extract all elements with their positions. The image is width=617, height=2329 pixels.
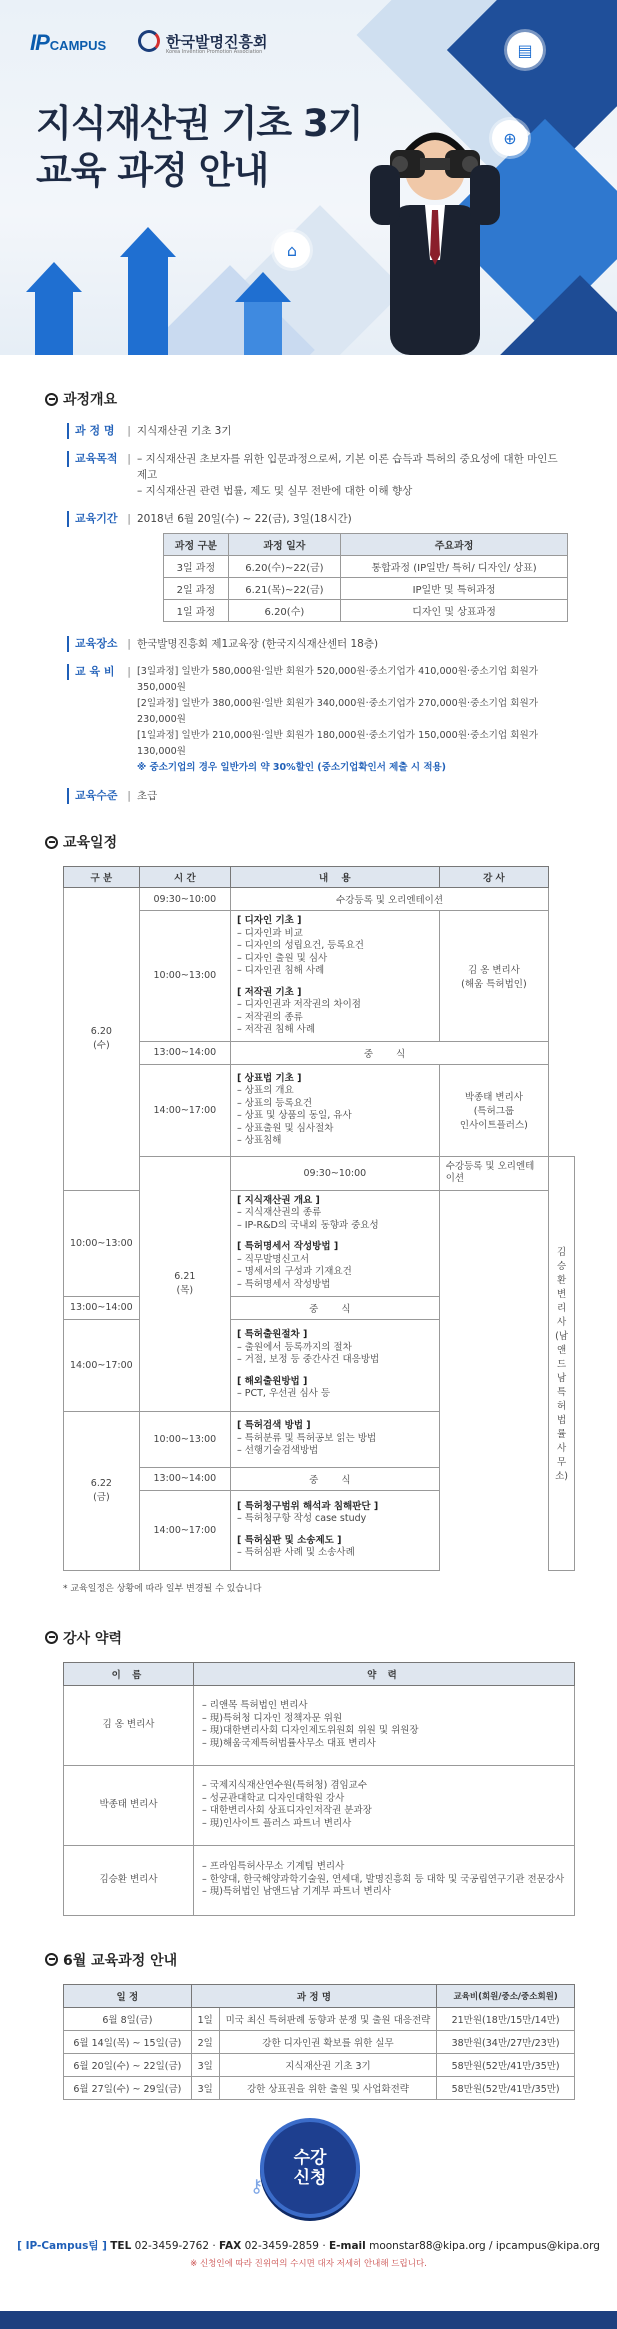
instructors-table: 이 름 약 력 김 옹 변리사 – 리앤목 특허법인 변리사 – 現)특허청 디자인 정책자문 위원 – 現)대한변리사회 디자인제도위원회 위원 및 위원장 – 現)해움국제특허법률사무소 대표 변리사 박종태 변리사 – 국제지식재산연수원(특허청) 겸임교수 – 성균관대학교 디자인대학원 강사 – 대한변리사회 상표디자인저작권 분과장 – 現)인사이트 플러스 파트너 변리사 김승환 변리사 – 프라임특허사무소 기계팀 변리사 – 한양대, 한국해양과학기술원, 연세대, 발명진흥회 등 대학 및 국공립연구기관 전문강사 – 現)특허법인 남앤드남 기계부 파트너 변리사 — [63, 1662, 575, 1916]
contact-note: ※ 신청인에 따라 진위여의 수시면 대자 저세히 안내해 드립니다. — [190, 2258, 427, 2269]
schedule-note: * 교육일정은 상황에 따라 일부 변경될 수 있습니다 — [63, 1583, 262, 1594]
course-name-row: 과 정 명 | 지식재산권 기초 3기 — [67, 423, 567, 439]
table-row: 김 옹 변리사 – 리앤목 특허법인 변리사 – 現)특허청 디자인 정책자문 위원 – 現)대한변리사회 디자인제도위원회 위원 및 위원장 – 現)해움국제특허법률사무소 대표 변리사 — [64, 1685, 575, 1765]
schedule-section — [0, 832, 617, 1594]
kipa-logo: 한국발명진흥회 Korea Invention Promotion Association — [138, 30, 267, 52]
table-row: 13:00~14:00 중 식 — [64, 1041, 575, 1064]
level-row: 교육수준 | 초급 — [67, 788, 567, 804]
hero-arrow-decoration — [35, 290, 73, 355]
table-row: 박종태 변리사 – 국제지식재산연수원(특허청) 겸임교수 – 성균관대학교 디자인대학원 강사 – 대한변리사회 상표디자인저작권 분과장 – 現)인사이트 플러스 파트너 변리사 — [64, 1765, 575, 1845]
schedule-table: 구 분 시 간 내 용 강 사 6.20 (수) 09:30~10:00 수강등록 및 오리엔테이션 10:00~13:00 [ 디자인 기초 ] – 디자인과 비교 – 디자인의 성립요건, 등록요건 – 디자인 출원 및 심사 – 디자인권 침해 사례 [ 저작권 기초 ] – 디자인권과 저작권의 차이점 – 저작권의 종류 – 저작권 침해 사례 김 옹 변리사 (해움 특허법인) 13:00~14:00 중 식 14:00~17:00 [ 상표법 기초 ] – 상표의 개요 – 상표의 등록요건 – 상표 및 상품의 동일, 유사 – 상표출원 및 심사절차 – 상표침해 박종태 변리사 (특허그룹 인사이트플러스) 6.21 (목) 09:30~10:00 수강등록 및 오리엔테이션 김승환 변리사 (남앤드남 특허법률사무소) 10:00~13:00 [ 지식재산권 개요 ] – 지식재산권의 종류 – IP-R&D의 국내외 동향과 중요성 [ 특허명세서 작성방법 ] – 직무발명신고서 – 명세서의 구성과 기재요건 – 특허명세서 작성방법 13:00~14:00 중 식 14:00~17:00 [ 특허출원절차 ] – 출원에서 등록까지의 절차 – 거절, 보정 등 중간사건 대응방법 [ 해외출원방법 ] – PCT, 우선권 심사 등 6.22 (금) 10:00~13:00 [ 특허검색 방법 ] – 특허분류 및 특허공보 읽는 방법 – 선행기술검색방법 13:00~14:00 중 식 14:00~17:00 [ 특허청구범위 해석과 침해판단 ] – 특허청구항 작성 case study [ 특허심판 및 소송제도 ] – 특허심판 사례 및 소송사례 — [63, 866, 575, 1571]
arrow-circle-icon — [45, 1631, 58, 1644]
fee-row: 교 육 비 | [3일과정] 일반가 580,000원·일반 회원가 520,000원·중소기업가 410,000원·중소기업 회원가 350,000원 [2일과정] 일반가 380,000원·일반 회원가 340,000원·중소기업가 270,000원·중소기업 회원가 230,000원 [1일과정] 일반가 210,000원·일반 회원가 180,000원·중소기업가 150,000원·중소기업 회원가 130,000원 ※ 중소기업의 경우 일반가의 약 30%할인 (중소기업확인서 제출 시 적용) — [67, 664, 567, 776]
arrow-circle-icon — [45, 836, 58, 849]
table-row: 13:00~14:00 중 식 — [64, 1296, 575, 1319]
ipcampus-logo: IPCAMPUS — [30, 30, 107, 55]
apply-area — [0, 2118, 617, 2228]
table-row: 6월 20일(수) ~ 22일(금) 3일 지식재산권 기초 3기 58만원(52만/41만/35만) — [64, 2053, 575, 2076]
table-row: 10:00~13:00 [ 지식재산권 개요 ] – 지식재산권의 종류 – IP-R&D의 국내외 동향과 중요성 [ 특허명세서 작성방법 ] – 직무발명신고서 – 명세서의 구성과 기재요건 – 특허명세서 작성방법 — [64, 1190, 575, 1296]
table-row: 14:00~17:00 [ 특허출원절차 ] – 출원에서 등록까지의 절차 – 거절, 보정 등 중간사건 대응방법 [ 해외출원방법 ] – PCT, 우선권 심사 등 — [64, 1319, 575, 1411]
arrow-circle-icon — [45, 1953, 58, 1966]
instructors-section — [0, 1628, 617, 1916]
table-row: 6월 8일(금) 1일 미국 최신 특허판례 동향과 분쟁 및 출원 대응전략 21만원(18만/15만/14만) — [64, 2007, 575, 2030]
table-row: 6.22 (금) 10:00~13:00 [ 특허검색 방법 ] – 특허분류 및 특허공보 읽는 방법 – 선행기술검색방법 — [64, 1411, 575, 1467]
schedule-title: 교육일정 — [45, 832, 567, 852]
table-row: 6.20 (수) 09:30~10:00 수강등록 및 오리엔테이션 — [64, 888, 575, 911]
page-title: 지식재산권 기초 3기 교육 과정 안내 — [36, 102, 363, 192]
table-row: 6월 27일(수) ~ 29일(금) 3일 강한 상표권을 위한 출원 및 사업화전략 58만원(52만/41만/35만) — [64, 2076, 575, 2099]
apply-button[interactable]: 수강 신청 — [260, 2118, 360, 2218]
magnifier-icon: ⊕ — [492, 120, 528, 156]
instructors-title: 강사 약력 — [45, 1628, 567, 1648]
table-row: 13:00~14:00 중 식 — [64, 1467, 575, 1490]
table-row: 6.21 (목) 09:30~10:00 수강등록 및 오리엔테이션 김승환 변리사 (남앤드남 특허법률사무소) — [64, 1156, 575, 1190]
document-icon: ▤ — [507, 32, 543, 68]
person-binoculars-illustration — [370, 110, 500, 355]
bottom-bar — [0, 2311, 617, 2329]
contact-info: [ IP-Campus팀 ] TEL 02-3459-2762 · FAX 02-3459-2859 · E-mail moonstar88@kipa.org / ipcampus@kipa.org — [17, 2239, 600, 2252]
table-row: 14:00~17:00 [ 상표법 기초 ] – 상표의 개요 – 상표의 등록요건 – 상표 및 상품의 동일, 유사 – 상표출원 및 심사절차 – 상표침해 박종태 변리사 (특허그룹 인사이트플러스) — [64, 1064, 575, 1156]
june-section — [0, 1950, 617, 2100]
june-courses-table: 일 정 과 정 명 교육비(회원/중소/중소회원) 6월 8일(금) 1일 미국 최신 특허판례 동향과 분쟁 및 출원 대응전략 21만원(18만/15만/14만) 6월 14일(목) ~ 15일(금) 2일 강한 디자인권 확보를 위한 실무 38만원(34만/27만/23만) 6월 20일(수) ~ 22일(금) 3일 지식재산권 기초 3기 58만원(52만/41만/35만) 6월 27일(수) ~ 29일(금) 3일 강한 상표권을 위한 출원 및 사업화전략 58만원(52만/41만/35만) — [63, 1984, 575, 2100]
key-icon: ⚷ — [250, 2175, 264, 2197]
table-row: 1일 과정 6.20(수) 디자인 및 상표과정 — [164, 600, 568, 622]
email-link[interactable]: moonstar88@kipa.org / ipcampus@kipa.org — [369, 2239, 600, 2252]
place-row: 교육장소 | 한국발명진흥회 제1교육장 (한국지식재산센터 18층) — [67, 636, 567, 652]
hero-banner — [0, 0, 617, 355]
hero-arrow-decoration — [244, 300, 282, 355]
table-row: 6월 14일(목) ~ 15일(금) 2일 강한 디자인권 확보를 위한 실무 38만원(34만/27만/23만) — [64, 2030, 575, 2053]
table-row: 김승환 변리사 – 프라임특허사무소 기계팀 변리사 – 한양대, 한국해양과학기술원, 연세대, 발명진흥회 등 대학 및 국공립연구기관 전문강사 – 現)특허법인 남앤드남 기계부 파트너 변리사 — [64, 1845, 575, 1915]
hero-arrow-decoration — [128, 255, 168, 355]
overview-title: 과정개요 — [45, 389, 567, 409]
kipa-mark-icon — [138, 30, 160, 52]
course-table: 과정 구분 과정 일자 주요과정 3일 과정 6.20(수)~22(금) 통합과정 (IP일반/ 특허/ 디자인/ 상표) 2일 과정 6.21(목)~22(금) IP일반 및 특허과정 1일 과정 6.20(수) 디자인 및 상표과정 — [163, 533, 568, 622]
table-row: 14:00~17:00 [ 특허청구범위 해석과 침해판단 ] – 특허청구항 작성 case study [ 특허심판 및 소송제도 ] – 특허심판 사례 및 소송사례 — [64, 1490, 575, 1570]
period-row: 교육기간 | 2018년 6월 20일(수) ~ 22(금), 3일(18시간) — [67, 511, 567, 527]
overview-section — [0, 389, 617, 804]
june-title: 6월 교육과정 안내 — [45, 1950, 567, 1970]
table-row: 10:00~13:00 [ 디자인 기초 ] – 디자인과 비교 – 디자인의 성립요건, 등록요건 – 디자인 출원 및 심사 – 디자인권 침해 사례 [ 저작권 기초 ] – 디자인권과 저작권의 차이점 – 저작권의 종류 – 저작권 침해 사례 김 옹 변리사 (해움 특허법인) — [64, 911, 575, 1042]
table-row: 3일 과정 6.20(수)~22(금) 통합과정 (IP일반/ 특허/ 디자인/ 상표) — [164, 556, 568, 578]
table-row: 2일 과정 6.21(목)~22(금) IP일반 및 특허과정 — [164, 578, 568, 600]
home-icon: ⌂ — [274, 232, 310, 268]
purpose-row: 교육목적 | – 지식재산권 초보자를 위한 입문과정으로써, 기본 이론 습득과 특허의 중요성에 대한 마인드 제고 – 지식재산권 관련 법률, 제도 및 실무 전반에 대한 이해 향상 — [67, 451, 567, 499]
arrow-circle-icon — [45, 393, 58, 406]
